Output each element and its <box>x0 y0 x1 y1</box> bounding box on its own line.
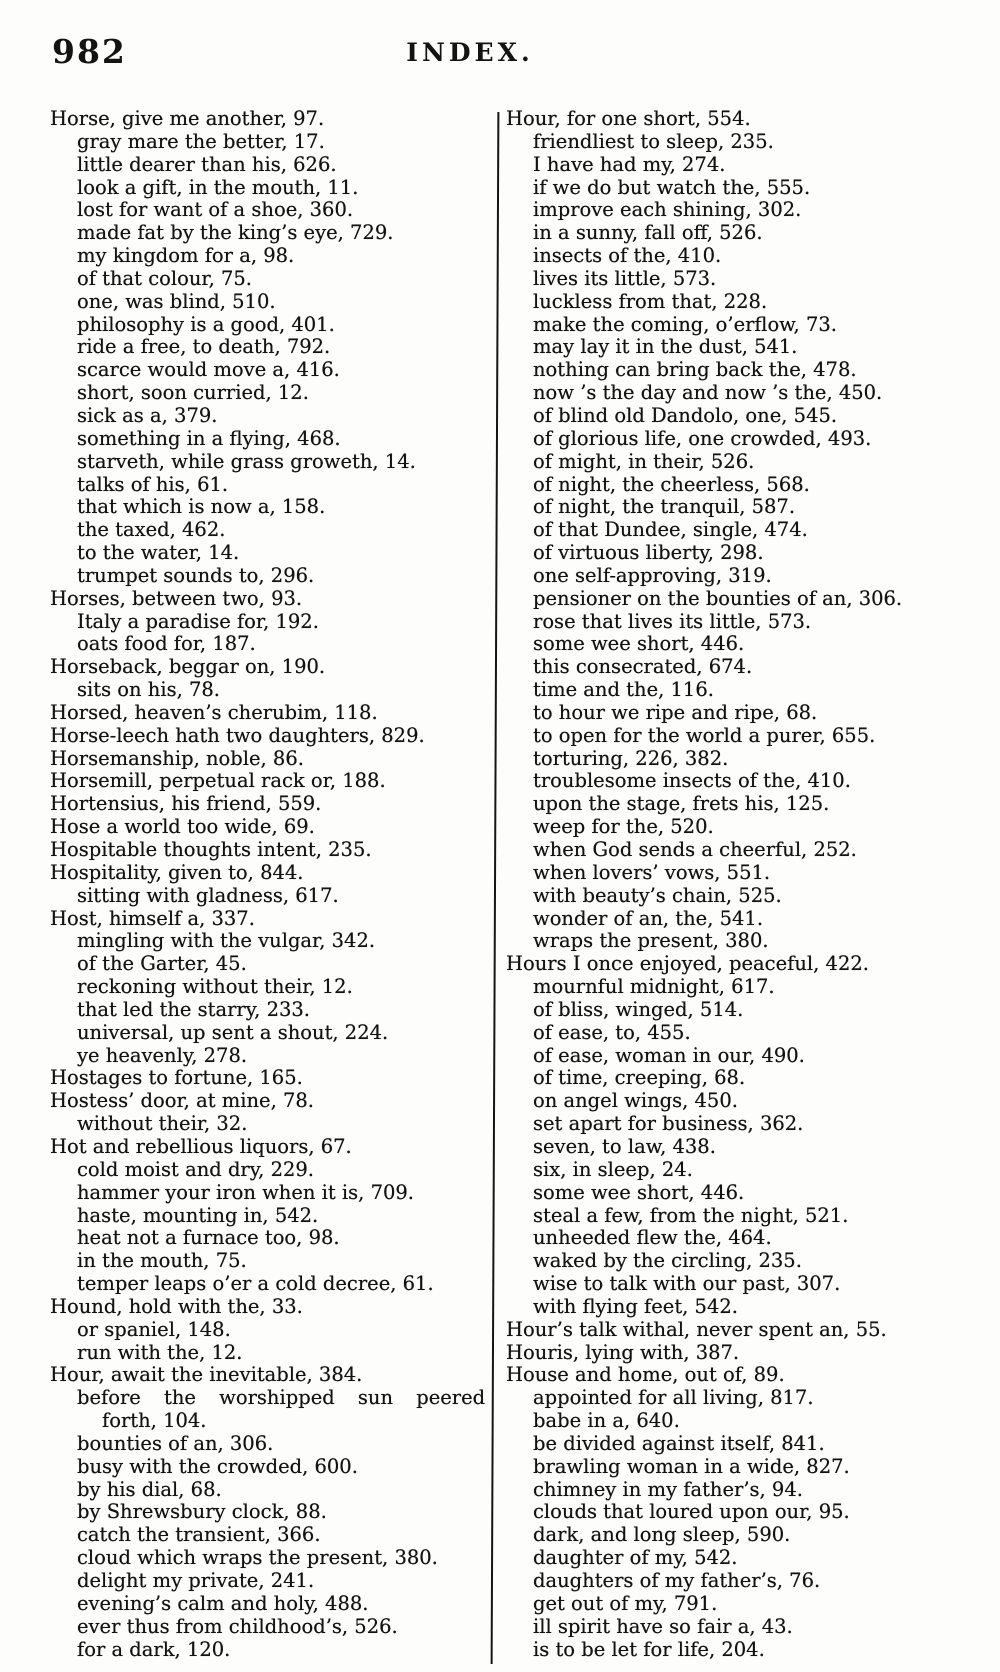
index-entry: of bliss, winged, 514. <box>533 997 744 1021</box>
index-entry: the taxed, 462. <box>77 518 226 542</box>
index-entry: temper leaps o’er a cold decree, 61. <box>77 1272 434 1296</box>
index-entry: in the mouth, 75. <box>77 1249 247 1273</box>
index-entry: starveth, while grass groweth, 14. <box>77 449 416 473</box>
index-entry: forth, 104. <box>102 1409 207 1433</box>
index-entry: haste, mounting in, 542. <box>77 1203 319 1227</box>
index-entry: universal, up sent a shout, 224. <box>77 1020 389 1044</box>
index-entry: one self-approving, 319. <box>533 563 772 587</box>
index-entry: six, in sleep, 24. <box>533 1157 693 1181</box>
index-entry: Hospitality, given to, 844. <box>50 860 304 884</box>
index-entry: Horse-leech hath two daughters, 829. <box>50 723 425 747</box>
index-entry: something in a flying, 468. <box>77 426 341 450</box>
index-entry: daughters of my father’s, 76. <box>533 1569 821 1592</box>
index-entry: heat not a furnace too, 98. <box>77 1226 340 1250</box>
index-entry: reckoning without their, 12. <box>77 975 353 999</box>
index-entry: upon the stage, frets his, 125. <box>533 792 830 816</box>
index-entry: for a dark, 120. <box>77 1637 231 1661</box>
index-entry: of virtuous liberty, 298. <box>533 541 764 565</box>
index-entry: Hostages to fortune, 165. <box>50 1066 303 1090</box>
index-entry: sick as a, 379. <box>77 403 218 427</box>
index-entry: babe in a, 640. <box>533 1409 680 1433</box>
index-right-column <box>506 108 984 1661</box>
index-entry: that led the starry, 233. <box>77 997 311 1021</box>
index-entry: of glorious life, one crowded, 493. <box>533 426 872 450</box>
index-entry: ride a free, to death, 792. <box>77 335 331 359</box>
index-entry: Hound, hold with the, 33. <box>50 1294 303 1318</box>
index-entry: set apart for business, 362. <box>533 1112 804 1136</box>
index-entry: Hose a world too wide, 69. <box>50 815 315 839</box>
index-entry: of that colour, 75. <box>77 266 252 290</box>
page-title: INDEX. <box>406 38 534 67</box>
index-entry: dark, and long sleep, 590. <box>533 1523 791 1547</box>
index-entry: chimney in my father’s, 94. <box>533 1477 803 1501</box>
index-entry: pensioner on the bounties of an, 306. <box>533 586 903 610</box>
index-entry: hammer your iron when it is, 709. <box>77 1180 414 1204</box>
index-entry: may lay it in the dust, 541. <box>533 335 798 359</box>
index-entry: Hour, await the inevitable, 384. <box>50 1363 363 1387</box>
index-entry: by his dial, 68. <box>77 1477 222 1501</box>
index-entry: troublesome insects of the, 410. <box>533 769 851 793</box>
index-entry: if we do but watch the, 555. <box>533 175 811 199</box>
index-entry: cloud which wraps the present, 380. <box>77 1546 438 1570</box>
index-entry: of might, in their, 526. <box>533 449 755 473</box>
index-entry: steal a few, from the night, 521. <box>533 1203 849 1227</box>
index-entry: run with the, 12. <box>77 1340 243 1364</box>
index-entry: little dearer than his, 626. <box>77 152 337 176</box>
index-entry: trumpet sounds to, 296. <box>77 563 315 587</box>
index-entry: waked by the circling, 235. <box>533 1249 802 1273</box>
index-entry: made fat by the king’s eye, 729. <box>77 221 394 245</box>
index-entry: rose that lives its little, 573. <box>533 609 812 633</box>
index-entry: Hour, for one short, 554. <box>506 107 751 130</box>
index-entry: Hortensius, his friend, 559. <box>50 792 322 816</box>
index-entry: ever thus from childhood’s, 526. <box>77 1614 398 1638</box>
index-entry: my kingdom for a, 98. <box>77 244 295 268</box>
index-entry: philosophy is a good, 401. <box>77 312 335 336</box>
page-number: 982 <box>52 32 127 71</box>
index-entry: talks of his, 61. <box>77 472 229 496</box>
index-entry: to the water, 14. <box>77 541 240 565</box>
index-entry: weep for the, 520. <box>533 815 714 839</box>
index-entry: on angel wings, 450. <box>533 1089 738 1113</box>
index-entry: of that Dundee, single, 474. <box>533 518 808 542</box>
index-entry: cold moist and dry, 229. <box>77 1157 314 1181</box>
index-entry: in a sunny, fall off, 526. <box>533 221 763 245</box>
index-entry: before the worshipped sun peered <box>77 1386 486 1410</box>
index-entry: I have had my, 274. <box>533 152 726 176</box>
index-left-column <box>50 107 486 1661</box>
index-entry: oats food for, 187. <box>77 632 256 656</box>
index-entry: wonder of an, the, 541. <box>533 906 764 930</box>
index-entry: wraps the present, 380. <box>533 929 769 953</box>
index-entry: this consecrated, 674. <box>533 655 753 679</box>
index-entry: of ease, woman in our, 490. <box>533 1043 805 1067</box>
index-entry: insects of the, 410. <box>533 244 722 268</box>
index-entry: some wee short, 446. <box>533 1180 745 1204</box>
index-entry: some wee short, 446. <box>533 632 745 656</box>
index-entry: get out of my, 791. <box>533 1591 718 1615</box>
index-entry: gray mare the better, 17. <box>77 129 325 153</box>
index-entry: delight my private, 241. <box>77 1569 315 1592</box>
index-entry: luckless from that, 228. <box>533 289 768 313</box>
index-entry: without their, 32. <box>77 1112 248 1136</box>
index-entry: or spaniel, 148. <box>77 1317 231 1341</box>
index-entry: Horsemill, perpetual rack or, 188. <box>50 769 386 793</box>
index-entry: Horse, give me another, 97. <box>50 107 325 130</box>
index-entry: is to be let for life, 204. <box>533 1637 765 1661</box>
index-entry: improve each shining, 302. <box>533 198 802 222</box>
column-divider-rule <box>491 112 500 1664</box>
index-entry: daughter of my, 542. <box>533 1546 738 1570</box>
index-entry: Horsed, heaven’s cherubim, 118. <box>50 700 378 724</box>
index-entry: scarce would move a, 416. <box>77 358 340 382</box>
index-entry: busy with the crowded, 600. <box>77 1454 358 1478</box>
index-entry: of the Garter, 45. <box>77 952 247 976</box>
index-entry: Host, himself a, 337. <box>50 906 255 930</box>
index-entry: mingling with the vulgar, 342. <box>77 929 376 953</box>
index-entry: lives its little, 573. <box>533 266 717 290</box>
index-entry: House and home, out of, 89. <box>506 1363 785 1387</box>
index-entry: look a gift, in the mouth, 11. <box>77 175 359 199</box>
index-entry: of night, the tranquil, 587. <box>533 495 796 519</box>
index-entry: time and the, 116. <box>533 678 714 702</box>
index-entry: of night, the cheerless, 568. <box>533 472 810 496</box>
index-entry: make the coming, o’erflow, 73. <box>533 312 837 336</box>
index-entry: Horsemanship, noble, 86. <box>50 746 304 770</box>
index-entry: ill spirit have so fair a, 43. <box>533 1614 793 1638</box>
index-entry: with beauty’s chain, 525. <box>533 883 782 907</box>
index-entry: appointed for all living, 817. <box>533 1386 814 1410</box>
index-entry: friendliest to sleep, 235. <box>533 129 774 153</box>
index-entry: when lovers’ vows, 551. <box>533 860 771 884</box>
index-entry: Hot and rebellious liquors, 67. <box>50 1134 352 1158</box>
index-entry: ye heavenly, 278. <box>77 1043 248 1067</box>
index-entry: with flying feet, 542. <box>533 1294 738 1318</box>
index-entry: of ease, to, 455. <box>533 1020 691 1044</box>
index-entry: sits on his, 78. <box>77 678 220 702</box>
index-entry: nothing can bring back the, 478. <box>533 358 857 382</box>
index-entry: mournful midnight, 617. <box>533 975 775 999</box>
index-entry: of blind old Dandolo, one, 545. <box>533 403 838 427</box>
index-entry: of time, creeping, 68. <box>533 1066 746 1090</box>
index-entry: by Shrewsbury clock, 88. <box>77 1500 327 1524</box>
index-entry: to hour we ripe and ripe, 68. <box>533 700 818 724</box>
index-entry: now ’s the day and now ’s the, 450. <box>533 381 883 405</box>
index-entry: torturing, 226, 382. <box>533 746 729 770</box>
index-entry: sitting with gladness, 617. <box>77 883 339 907</box>
index-entry: brawling woman in a wide, 827. <box>533 1454 850 1478</box>
index-entry: Hour’s talk withal, never spent an, 55. <box>506 1317 887 1341</box>
index-entry: seven, to law, 438. <box>533 1134 716 1158</box>
index-entry: unheeded flew the, 464. <box>533 1226 772 1250</box>
index-entry: Italy a paradise for, 192. <box>77 609 319 633</box>
index-entry: wise to talk with our past, 307. <box>533 1272 841 1296</box>
index-entry: that which is now a, 158. <box>77 495 326 519</box>
index-entry: lost for want of a shoe, 360. <box>77 198 354 222</box>
index-entry: Horses, between two, 93. <box>50 586 303 610</box>
index-entry: to open for the world a purer, 655. <box>533 723 876 747</box>
index-entry: short, soon curried, 12. <box>77 381 309 405</box>
index-entry: evening’s calm and holy, 488. <box>77 1591 369 1615</box>
index-entry: when God sends a cheerful, 252. <box>533 838 857 861</box>
index-entry: be divided against itself, 841. <box>533 1431 825 1455</box>
index-entry: Horseback, beggar on, 190. <box>50 655 326 679</box>
index-entry: bounties of an, 306. <box>77 1431 274 1455</box>
index-entry: catch the transient, 366. <box>77 1523 321 1547</box>
index-entry: Hostess’ door, at mine, 78. <box>50 1089 314 1113</box>
index-entry: Hours I once enjoyed, peaceful, 422. <box>506 952 869 976</box>
index-entry: Hospitable thoughts intent, 235. <box>50 838 372 861</box>
index-entry: Houris, lying with, 387. <box>506 1340 740 1364</box>
index-entry: clouds that loured upon our, 95. <box>533 1500 850 1524</box>
index-entry: one, was blind, 510. <box>77 289 276 313</box>
